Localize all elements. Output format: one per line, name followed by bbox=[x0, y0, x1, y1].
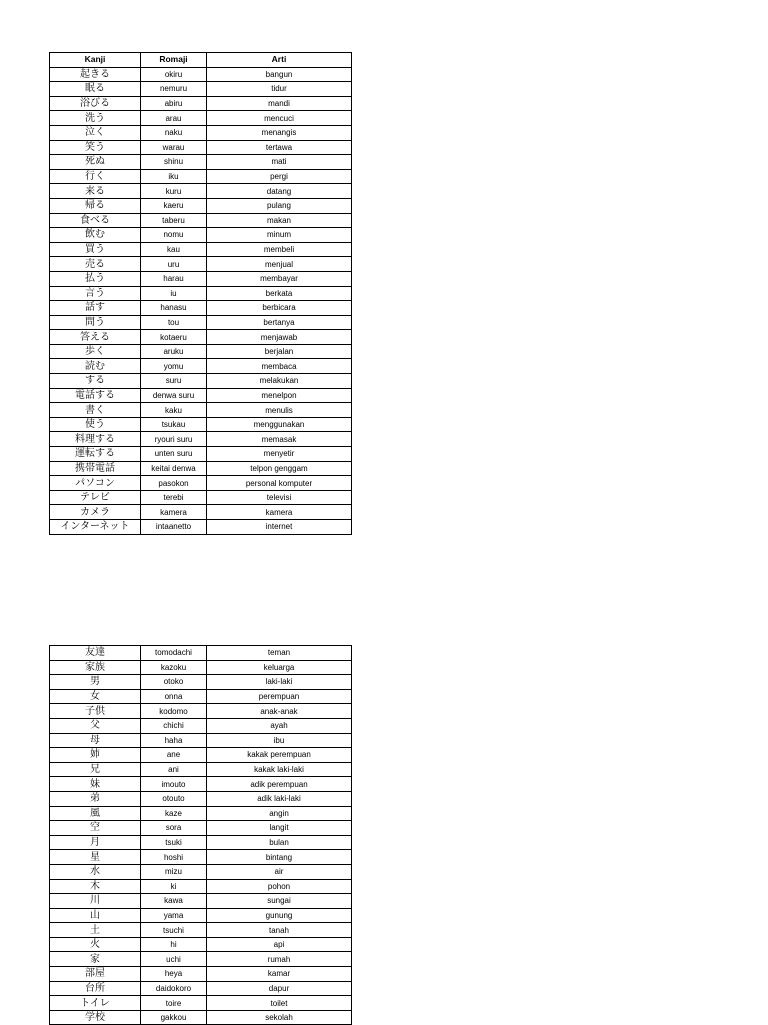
cell-arti: berjalan bbox=[207, 344, 352, 359]
cell-kanji: 眠る bbox=[50, 82, 141, 97]
header-kanji: Kanji bbox=[50, 53, 141, 68]
cell-romaji: daidokoro bbox=[141, 981, 207, 996]
cell-romaji: tou bbox=[141, 315, 207, 330]
table-row bbox=[50, 403, 352, 418]
cell-kanji: 部屋 bbox=[50, 967, 141, 982]
cell-arti: pergi bbox=[207, 169, 352, 184]
cell-kanji: トイレ bbox=[50, 996, 141, 1011]
table-row bbox=[50, 447, 352, 462]
cell-romaji: uchi bbox=[141, 952, 207, 967]
table-row bbox=[50, 520, 352, 535]
table-row bbox=[50, 879, 352, 894]
table-row bbox=[50, 850, 352, 865]
table-row bbox=[50, 242, 352, 257]
cell-arti: dapur bbox=[207, 981, 352, 996]
table-row bbox=[50, 184, 352, 199]
vocabulary-table-nouns bbox=[49, 645, 352, 1025]
cell-kanji: 起きる bbox=[50, 67, 141, 82]
table-row bbox=[50, 952, 352, 967]
cell-kanji: 父 bbox=[50, 718, 141, 733]
table-row bbox=[50, 864, 352, 879]
cell-kanji: 帰る bbox=[50, 198, 141, 213]
cell-kanji: 母 bbox=[50, 733, 141, 748]
vocabulary-table-verbs bbox=[49, 52, 352, 535]
cell-kanji: 運転する bbox=[50, 447, 141, 462]
table-row bbox=[50, 96, 352, 111]
cell-kanji: 家族 bbox=[50, 660, 141, 675]
cell-kanji: 山 bbox=[50, 908, 141, 923]
table-row bbox=[50, 821, 352, 836]
cell-romaji: nemuru bbox=[141, 82, 207, 97]
cell-kanji: 答える bbox=[50, 330, 141, 345]
cell-romaji: hanasu bbox=[141, 301, 207, 316]
cell-arti: melakukan bbox=[207, 374, 352, 389]
table-row bbox=[50, 301, 352, 316]
cell-romaji: mizu bbox=[141, 864, 207, 879]
table-row bbox=[50, 660, 352, 675]
cell-arti: menulis bbox=[207, 403, 352, 418]
cell-romaji: terebi bbox=[141, 490, 207, 505]
cell-arti: kamar bbox=[207, 967, 352, 982]
cell-romaji: okiru bbox=[141, 67, 207, 82]
cell-arti: adik perempuan bbox=[207, 777, 352, 792]
cell-kanji: 電話する bbox=[50, 388, 141, 403]
cell-kanji: 歩く bbox=[50, 344, 141, 359]
cell-arti: sekolah bbox=[207, 1010, 352, 1025]
table-row bbox=[50, 271, 352, 286]
cell-kanji: 泣く bbox=[50, 125, 141, 140]
cell-romaji: ryouri suru bbox=[141, 432, 207, 447]
cell-romaji: chichi bbox=[141, 718, 207, 733]
cell-arti: mandi bbox=[207, 96, 352, 111]
cell-romaji: kawa bbox=[141, 894, 207, 909]
cell-romaji: harau bbox=[141, 271, 207, 286]
cell-romaji: nomu bbox=[141, 228, 207, 243]
cell-kanji: 話す bbox=[50, 301, 141, 316]
cell-arti: membeli bbox=[207, 242, 352, 257]
cell-arti: minum bbox=[207, 228, 352, 243]
cell-kanji: 学校 bbox=[50, 1010, 141, 1025]
cell-arti: ibu bbox=[207, 733, 352, 748]
table-row bbox=[50, 733, 352, 748]
cell-kanji: 飲む bbox=[50, 228, 141, 243]
table-row bbox=[50, 791, 352, 806]
cell-romaji: kodomo bbox=[141, 704, 207, 719]
table-row bbox=[50, 374, 352, 389]
cell-arti: bertanya bbox=[207, 315, 352, 330]
table-row bbox=[50, 140, 352, 155]
cell-kanji: 水 bbox=[50, 864, 141, 879]
cell-kanji: 月 bbox=[50, 835, 141, 850]
cell-romaji: kamera bbox=[141, 505, 207, 520]
cell-arti: gunung bbox=[207, 908, 352, 923]
table-row bbox=[50, 388, 352, 403]
cell-romaji: heya bbox=[141, 967, 207, 982]
cell-arti: pulang bbox=[207, 198, 352, 213]
table-row bbox=[50, 344, 352, 359]
cell-arti: menggunakan bbox=[207, 417, 352, 432]
cell-arti: telpon genggam bbox=[207, 461, 352, 476]
cell-romaji: kau bbox=[141, 242, 207, 257]
table-row bbox=[50, 490, 352, 505]
cell-arti: langit bbox=[207, 821, 352, 836]
cell-romaji: tomodachi bbox=[141, 646, 207, 661]
table-row bbox=[50, 257, 352, 272]
table-row bbox=[50, 835, 352, 850]
table-row bbox=[50, 286, 352, 301]
cell-romaji: kaku bbox=[141, 403, 207, 418]
cell-kanji: 問う bbox=[50, 315, 141, 330]
cell-kanji: 洗う bbox=[50, 111, 141, 126]
cell-kanji: 友達 bbox=[50, 646, 141, 661]
cell-kanji: 行く bbox=[50, 169, 141, 184]
cell-arti: angin bbox=[207, 806, 352, 821]
cell-kanji: パソコン bbox=[50, 476, 141, 491]
cell-arti: bulan bbox=[207, 835, 352, 850]
header-romaji: Romaji bbox=[141, 53, 207, 68]
cell-kanji: 売る bbox=[50, 257, 141, 272]
cell-romaji: toire bbox=[141, 996, 207, 1011]
cell-arti: tidur bbox=[207, 82, 352, 97]
cell-kanji: カメラ bbox=[50, 505, 141, 520]
cell-kanji: 子供 bbox=[50, 704, 141, 719]
cell-romaji: pasokon bbox=[141, 476, 207, 491]
cell-kanji: 木 bbox=[50, 879, 141, 894]
cell-kanji: 弟 bbox=[50, 791, 141, 806]
cell-romaji: ani bbox=[141, 762, 207, 777]
cell-arti: televisi bbox=[207, 490, 352, 505]
table-row bbox=[50, 762, 352, 777]
cell-kanji: 星 bbox=[50, 850, 141, 865]
table-row bbox=[50, 967, 352, 982]
cell-romaji: arau bbox=[141, 111, 207, 126]
table-row bbox=[50, 704, 352, 719]
cell-romaji: haha bbox=[141, 733, 207, 748]
cell-arti: makan bbox=[207, 213, 352, 228]
cell-arti: rumah bbox=[207, 952, 352, 967]
cell-romaji: kaeru bbox=[141, 198, 207, 213]
cell-arti: sungai bbox=[207, 894, 352, 909]
cell-arti: kamera bbox=[207, 505, 352, 520]
cell-romaji: uru bbox=[141, 257, 207, 272]
cell-romaji: imouto bbox=[141, 777, 207, 792]
cell-kanji: 土 bbox=[50, 923, 141, 938]
table-row bbox=[50, 718, 352, 733]
cell-kanji: 使う bbox=[50, 417, 141, 432]
cell-arti: menjual bbox=[207, 257, 352, 272]
cell-arti: bangun bbox=[207, 67, 352, 82]
cell-romaji: kaze bbox=[141, 806, 207, 821]
cell-kanji: 言う bbox=[50, 286, 141, 301]
cell-arti: datang bbox=[207, 184, 352, 199]
table-row bbox=[50, 359, 352, 374]
cell-kanji: 料理する bbox=[50, 432, 141, 447]
cell-arti: ayah bbox=[207, 718, 352, 733]
cell-romaji: taberu bbox=[141, 213, 207, 228]
cell-arti: pohon bbox=[207, 879, 352, 894]
table-row bbox=[50, 67, 352, 82]
table-row bbox=[50, 894, 352, 909]
cell-arti: internet bbox=[207, 520, 352, 535]
cell-arti: anak-anak bbox=[207, 704, 352, 719]
cell-kanji: する bbox=[50, 374, 141, 389]
cell-romaji: aruku bbox=[141, 344, 207, 359]
table-header-row bbox=[50, 53, 352, 68]
cell-kanji: 浴びる bbox=[50, 96, 141, 111]
table-row bbox=[50, 315, 352, 330]
cell-arti: menjawab bbox=[207, 330, 352, 345]
cell-kanji: 読む bbox=[50, 359, 141, 374]
cell-arti: berbicara bbox=[207, 301, 352, 316]
cell-arti: api bbox=[207, 937, 352, 952]
cell-arti: membaca bbox=[207, 359, 352, 374]
table-row bbox=[50, 777, 352, 792]
cell-kanji: 払う bbox=[50, 271, 141, 286]
cell-kanji: 家 bbox=[50, 952, 141, 967]
table-row bbox=[50, 125, 352, 140]
table-body bbox=[50, 67, 352, 534]
cell-romaji: hoshi bbox=[141, 850, 207, 865]
cell-romaji: suru bbox=[141, 374, 207, 389]
cell-arti: bintang bbox=[207, 850, 352, 865]
table-row bbox=[50, 646, 352, 661]
cell-kanji: 食べる bbox=[50, 213, 141, 228]
table-row bbox=[50, 228, 352, 243]
cell-romaji: keitai denwa bbox=[141, 461, 207, 476]
table-row bbox=[50, 198, 352, 213]
cell-kanji: インターネット bbox=[50, 520, 141, 535]
table-row bbox=[50, 213, 352, 228]
cell-romaji: shinu bbox=[141, 155, 207, 170]
cell-kanji: 火 bbox=[50, 937, 141, 952]
cell-kanji: 女 bbox=[50, 689, 141, 704]
table-row bbox=[50, 432, 352, 447]
cell-romaji: intaanetto bbox=[141, 520, 207, 535]
cell-arti: menyetir bbox=[207, 447, 352, 462]
cell-arti: menelpon bbox=[207, 388, 352, 403]
cell-arti: keluarga bbox=[207, 660, 352, 675]
table-row bbox=[50, 1010, 352, 1025]
cell-kanji: 兄 bbox=[50, 762, 141, 777]
cell-kanji: 妹 bbox=[50, 777, 141, 792]
cell-kanji: テレビ bbox=[50, 490, 141, 505]
cell-kanji: 川 bbox=[50, 894, 141, 909]
cell-romaji: iu bbox=[141, 286, 207, 301]
table-row bbox=[50, 806, 352, 821]
cell-arti: menangis bbox=[207, 125, 352, 140]
cell-romaji: onna bbox=[141, 689, 207, 704]
cell-romaji: iku bbox=[141, 169, 207, 184]
cell-arti: laki-laki bbox=[207, 675, 352, 690]
cell-kanji: 風 bbox=[50, 806, 141, 821]
cell-arti: tanah bbox=[207, 923, 352, 938]
table-row bbox=[50, 155, 352, 170]
cell-romaji: yama bbox=[141, 908, 207, 923]
cell-kanji: 死ぬ bbox=[50, 155, 141, 170]
table-row bbox=[50, 330, 352, 345]
cell-romaji: kotaeru bbox=[141, 330, 207, 345]
cell-kanji: 空 bbox=[50, 821, 141, 836]
cell-arti: kakak perempuan bbox=[207, 748, 352, 763]
cell-romaji: abiru bbox=[141, 96, 207, 111]
cell-romaji: otoko bbox=[141, 675, 207, 690]
cell-kanji: 笑う bbox=[50, 140, 141, 155]
table-row bbox=[50, 675, 352, 690]
table-row bbox=[50, 169, 352, 184]
cell-arti: tertawa bbox=[207, 140, 352, 155]
table-row bbox=[50, 981, 352, 996]
cell-romaji: tsukau bbox=[141, 417, 207, 432]
cell-romaji: kazoku bbox=[141, 660, 207, 675]
cell-romaji: gakkou bbox=[141, 1010, 207, 1025]
table-row bbox=[50, 923, 352, 938]
cell-romaji: naku bbox=[141, 125, 207, 140]
cell-romaji: ane bbox=[141, 748, 207, 763]
table-body bbox=[50, 646, 352, 1025]
cell-kanji: 携帯電話 bbox=[50, 461, 141, 476]
cell-arti: membayar bbox=[207, 271, 352, 286]
cell-arti: air bbox=[207, 864, 352, 879]
cell-romaji: ki bbox=[141, 879, 207, 894]
table-row bbox=[50, 461, 352, 476]
cell-romaji: tsuki bbox=[141, 835, 207, 850]
cell-romaji: denwa suru bbox=[141, 388, 207, 403]
table-row bbox=[50, 476, 352, 491]
cell-kanji: 来る bbox=[50, 184, 141, 199]
cell-kanji: 男 bbox=[50, 675, 141, 690]
table-row bbox=[50, 82, 352, 97]
cell-romaji: otouto bbox=[141, 791, 207, 806]
cell-romaji: unten suru bbox=[141, 447, 207, 462]
cell-arti: mencuci bbox=[207, 111, 352, 126]
cell-kanji: 台所 bbox=[50, 981, 141, 996]
table-row bbox=[50, 505, 352, 520]
cell-kanji: 買う bbox=[50, 242, 141, 257]
table-row bbox=[50, 996, 352, 1011]
cell-romaji: hi bbox=[141, 937, 207, 952]
cell-arti: teman bbox=[207, 646, 352, 661]
cell-romaji: yomu bbox=[141, 359, 207, 374]
cell-arti: kakak laki-laki bbox=[207, 762, 352, 777]
cell-romaji: warau bbox=[141, 140, 207, 155]
cell-romaji: tsuchi bbox=[141, 923, 207, 938]
cell-arti: berkata bbox=[207, 286, 352, 301]
table-row bbox=[50, 689, 352, 704]
cell-romaji: kuru bbox=[141, 184, 207, 199]
cell-arti: mati bbox=[207, 155, 352, 170]
cell-kanji: 姉 bbox=[50, 748, 141, 763]
table-row bbox=[50, 937, 352, 952]
cell-arti: memasak bbox=[207, 432, 352, 447]
cell-arti: perempuan bbox=[207, 689, 352, 704]
table-row bbox=[50, 111, 352, 126]
table-row bbox=[50, 908, 352, 923]
cell-kanji: 書く bbox=[50, 403, 141, 418]
table-row bbox=[50, 417, 352, 432]
cell-arti: personal komputer bbox=[207, 476, 352, 491]
header-arti: Arti bbox=[207, 53, 352, 68]
table-row bbox=[50, 748, 352, 763]
cell-romaji: sora bbox=[141, 821, 207, 836]
cell-arti: toilet bbox=[207, 996, 352, 1011]
cell-arti: adik laki-laki bbox=[207, 791, 352, 806]
